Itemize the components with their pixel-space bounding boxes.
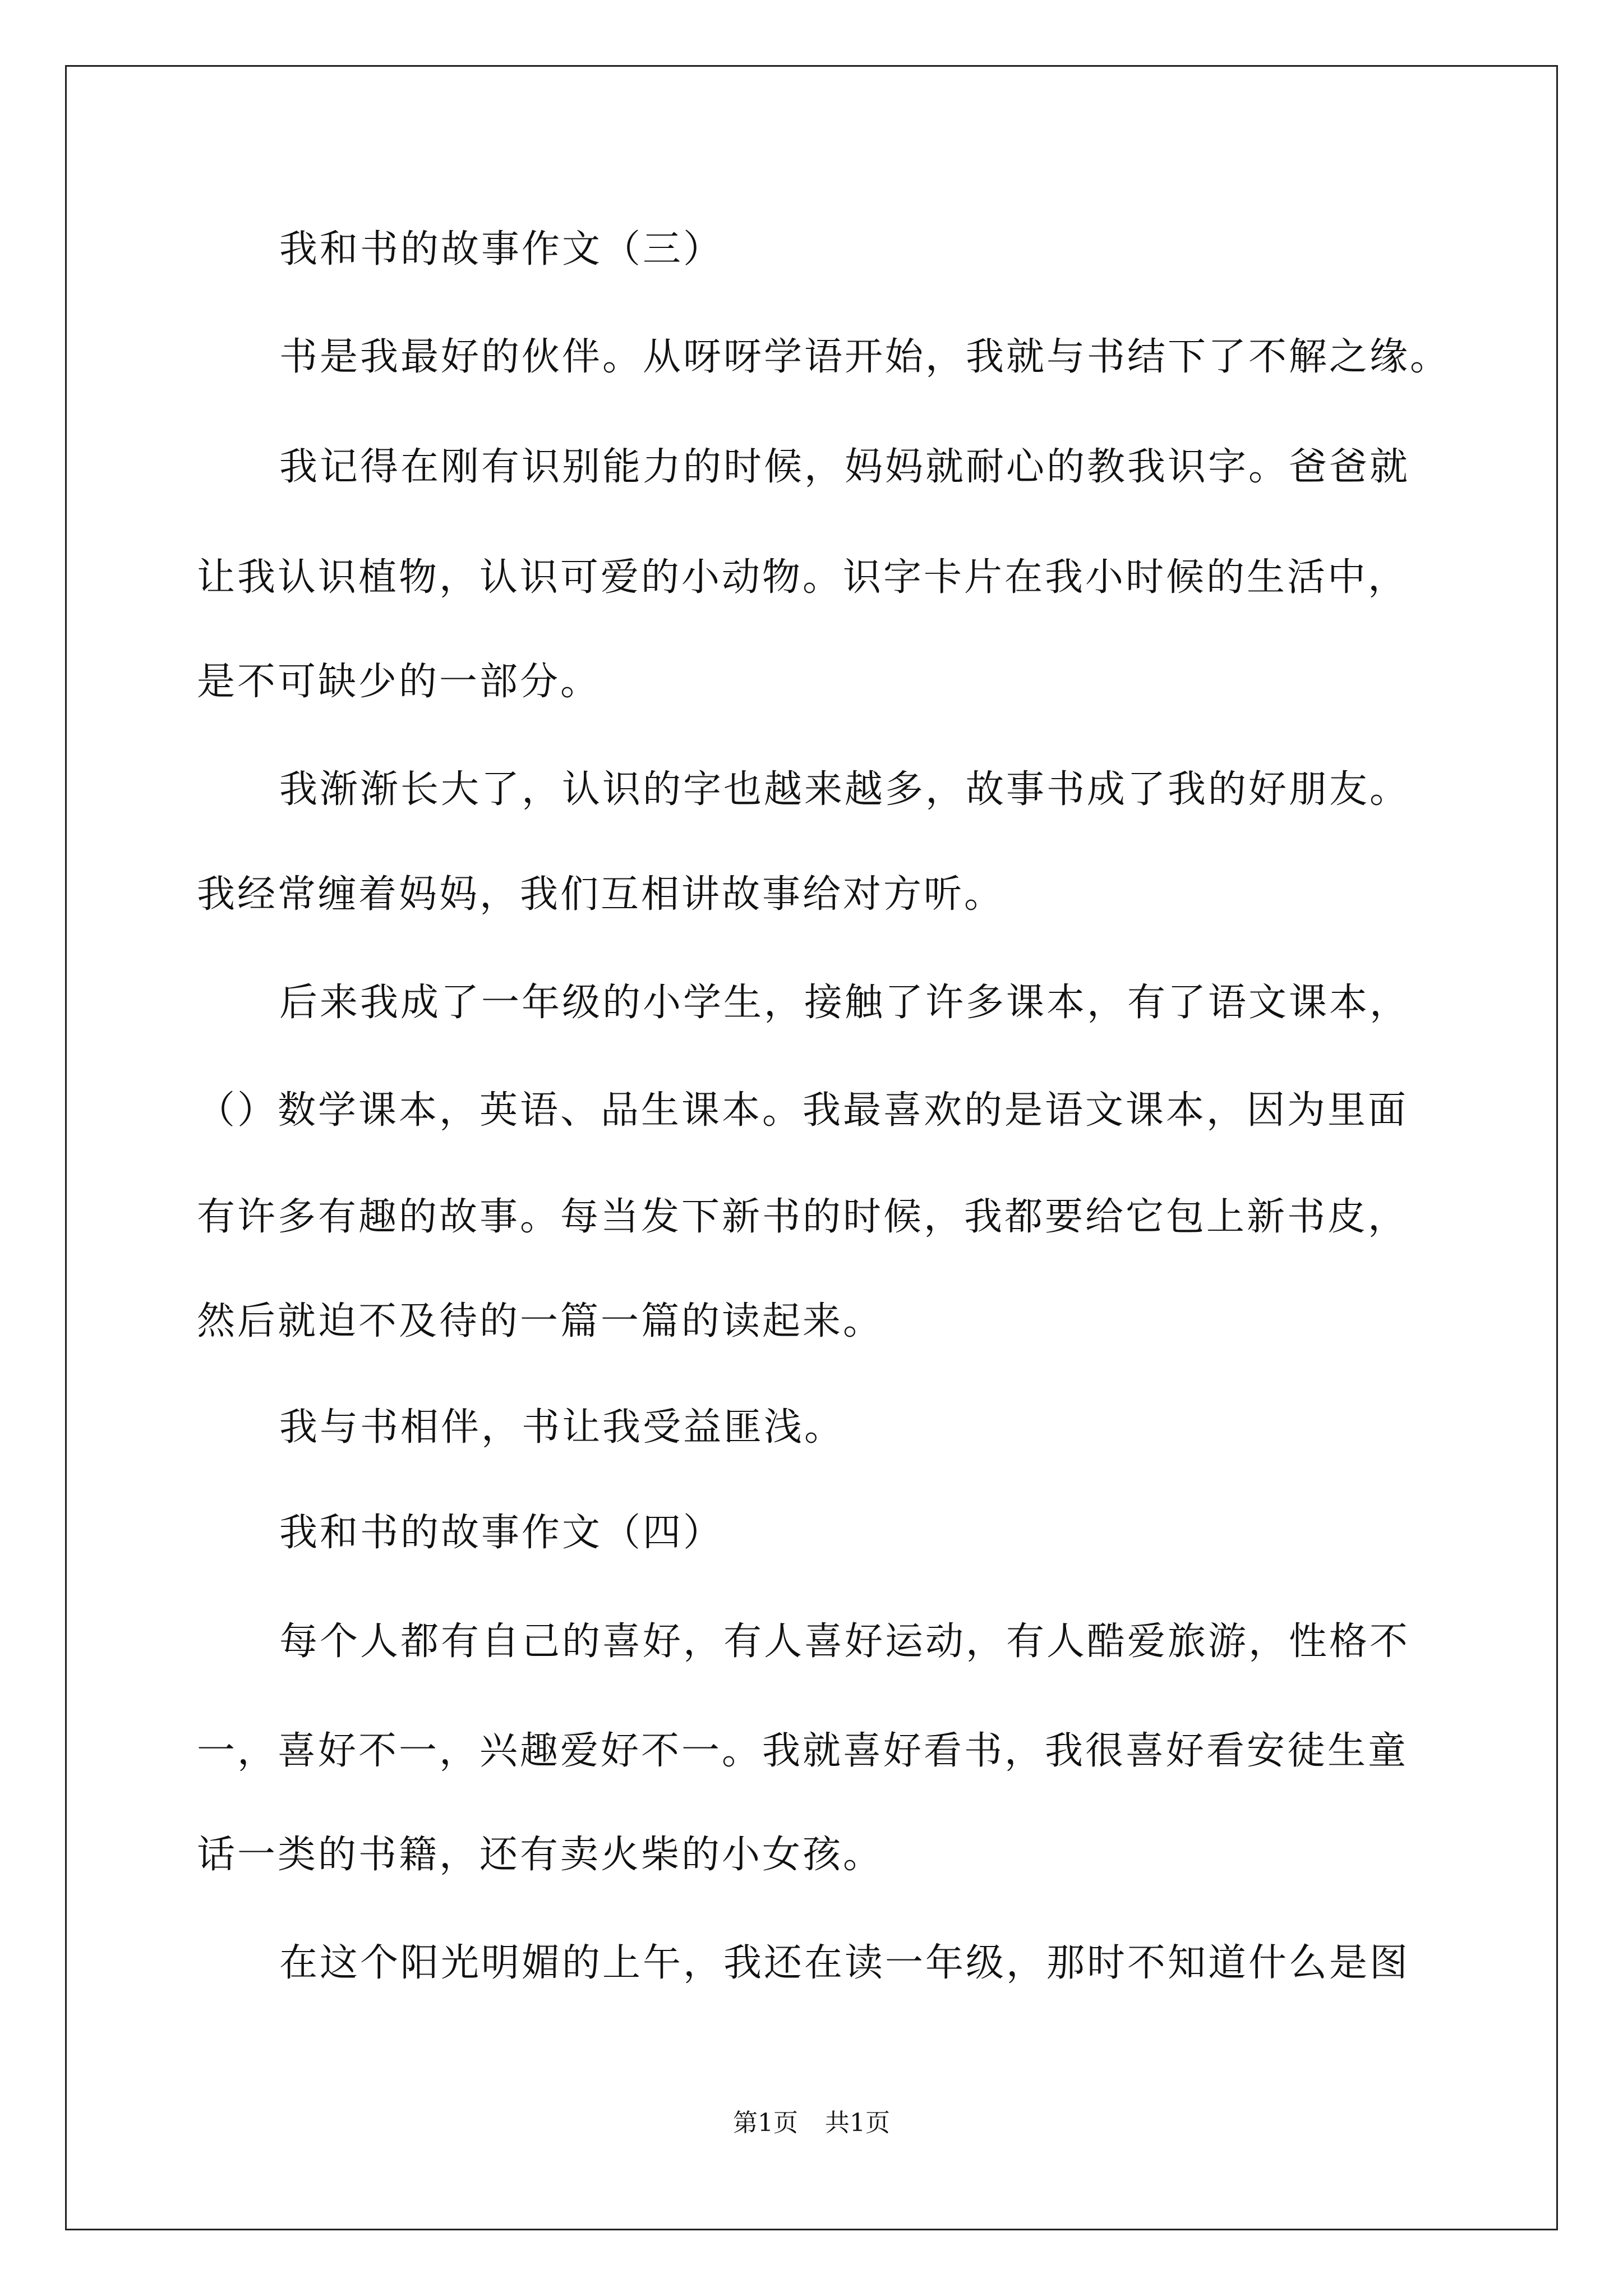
paragraph-line: 然后就迫不及待的一篇一篇的读起来。 bbox=[197, 1299, 884, 1343]
paragraph-line: 我与书相伴，书让我受益匪浅。 bbox=[279, 1405, 845, 1450]
page-footer bbox=[0, 2106, 1623, 2140]
paragraph-line: 我渐渐长大了，认识的字也越来越多，故事书成了我的好朋友。 bbox=[279, 767, 1410, 812]
page-number: 第1页 bbox=[733, 2109, 798, 2137]
paragraph-line: （）数学课本，英语、品生课本。我最喜欢的是语文课本，因为里面 bbox=[197, 1088, 1409, 1133]
paragraph-line: 一，喜好不一，兴趣爱好不一。我就喜好看书，我很喜好看安徒生童 bbox=[197, 1729, 1409, 1773]
section-title-4: 我和书的故事作文（四） bbox=[279, 1511, 724, 1555]
paragraph-line: 我经常缠着妈妈，我们互相讲故事给对方听。 bbox=[197, 872, 1005, 917]
paragraph-line: 话一类的书籍，还有卖火柴的小女孩。 bbox=[197, 1833, 884, 1877]
page-border bbox=[65, 65, 1558, 2230]
section-title-3: 我和书的故事作文（三） bbox=[279, 227, 724, 272]
paragraph-line: 有许多有趣的故事。每当发下新书的时候，我都要给它包上新书皮， bbox=[197, 1195, 1409, 1239]
paragraph-line: 在这个阳光明媚的上午，我还在读一年级，那时不知道什么是图 bbox=[279, 1941, 1410, 1985]
paragraph-line: 我记得在刚有识别能力的时候，妈妈就耐心的教我识字。爸爸就 bbox=[279, 445, 1410, 489]
paragraph-line: 是不可缺少的一部分。 bbox=[197, 660, 601, 704]
paragraph-line: 后来我成了一年级的小学生，接触了许多课本，有了语文课本， bbox=[279, 981, 1410, 1025]
paragraph-line: 书是我最好的伙伴。从呀呀学语开始，我就与书结下了不解之缘。 bbox=[279, 335, 1451, 379]
page-total: 共1页 bbox=[825, 2109, 890, 2137]
paragraph-line: 每个人都有自己的喜好，有人喜好运动，有人酷爱旅游，性格不 bbox=[279, 1619, 1410, 1664]
paragraph-line: 让我认识植物，认识可爱的小动物。识字卡片在我小时候的生活中， bbox=[197, 555, 1409, 600]
